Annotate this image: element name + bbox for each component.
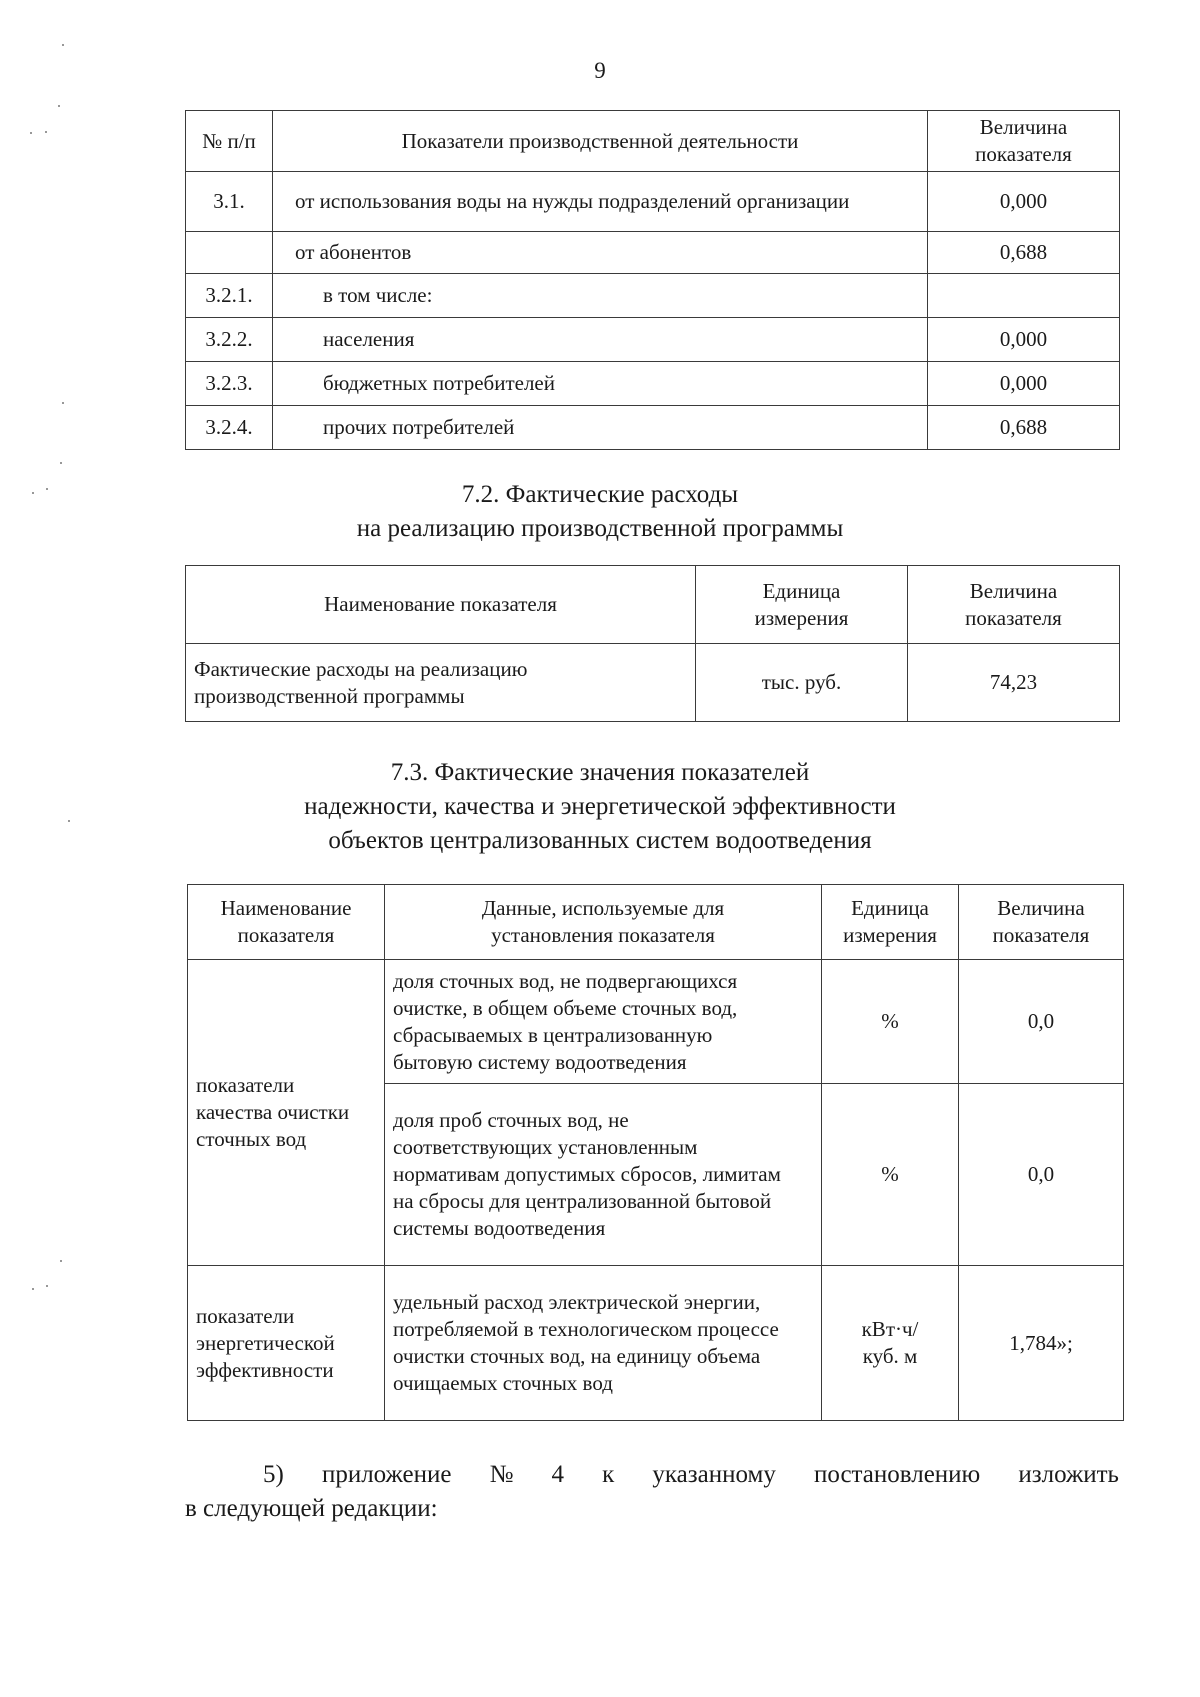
row-data: доля проб сточных вод, не соответствующих установленным нормативам допустимых сбросов, лимитам на сбросы для централизованной бытовой системы водоотведения [385,1084,822,1266]
row-unit: кВт·ч/ куб. м [822,1266,959,1421]
table-row [188,960,1124,1084]
header-unit: Единица измерения [696,566,908,644]
row-data: доля сточных вод, не подвергающихся очистке, в общем объеме сточных вод, сбрасываемых в централизованную бытовую систему водоотведения [385,960,822,1084]
row-label: от использования воды на нужды подразделений организации [273,172,928,232]
row-name: Фактические расходы на реализацию производственной программы [186,644,696,722]
table-row [186,644,1120,722]
scan-speck [46,488,48,490]
scan-speck [32,492,34,494]
scan-speck [62,402,64,404]
row-num [186,232,273,274]
scan-speck [46,1285,48,1287]
table-row [186,318,1120,362]
group-name: показатели качества очистки сточных вод [188,960,385,1266]
header-indicator: Показатели производственной деятельности [273,111,928,172]
table-row [186,362,1120,406]
row-unit: тыс. руб. [696,644,908,722]
header-name: Наименование показателя [186,566,696,644]
row-label: бюджетных потребителей [273,362,928,406]
row-value: 0,0 [959,1084,1124,1266]
row-num: 3.2.2. [186,318,273,362]
row-num: 3.2.4. [186,406,273,450]
amendment-paragraph [185,1458,1119,1526]
table-row [188,1266,1124,1421]
row-num: 3.2.3. [186,362,273,406]
table-header-row [186,111,1120,172]
row-label: от абонентов [273,232,928,274]
expenses-table [185,565,1120,722]
reliability-indicators-table [187,884,1124,1421]
row-label: прочих потребителей [273,406,928,450]
scan-speck [60,462,62,464]
row-value: 1,784»; [959,1266,1124,1421]
header-unit: Единица измерения [822,885,959,960]
header-value: Величина показателя [959,885,1124,960]
production-indicators-table [185,110,1120,450]
row-value: 0,688 [928,406,1120,450]
section-7-3-title: 7.3. Фактические значения показателей надежности, качества и энергетической эффективности объектов централизованных систем водоотведения [304,759,896,854]
header-data: Данные, используемые для установления показателя [385,885,822,960]
scan-speck [45,131,47,133]
table-row [186,172,1120,232]
paragraph-line-2: в следующей редакции: [185,1495,438,1522]
row-label: в том числе: [273,274,928,318]
row-unit: % [822,960,959,1084]
header-name: Наименование показателя [188,885,385,960]
table-row [186,274,1120,318]
row-value: 0,688 [928,232,1120,274]
scan-speck [58,105,60,107]
header-num: № п/п [186,111,273,172]
row-num: 3.1. [186,172,273,232]
scan-speck [60,1260,62,1262]
row-value: 0,0 [959,960,1124,1084]
table-row [186,406,1120,450]
header-value: Величина показателя [908,566,1120,644]
row-unit: % [822,1084,959,1266]
row-data: удельный расход электрической энергии, потребляемой в технологическом процессе очистки сточных вод, на единицу объема очищаемых сточных вод [385,1266,822,1421]
group-name: показатели энергетической эффективности [188,1266,385,1421]
page-number: 9 [594,58,606,83]
paragraph-line-1: 5) приложение № 4 к указанному постановлению изложить [263,1461,1119,1488]
row-value [928,274,1120,318]
row-value: 74,23 [908,644,1120,722]
row-value: 0,000 [928,318,1120,362]
section-7-2-title: 7.2. Фактические расходы на реализацию производственной программы [356,481,844,542]
scan-speck [68,820,70,822]
scan-speck [30,132,32,134]
row-num: 3.2.1. [186,274,273,318]
table-row [186,232,1120,274]
row-value: 0,000 [928,172,1120,232]
row-label: населения [273,318,928,362]
table-header-row [188,885,1124,960]
table-header-row [186,566,1120,644]
scan-speck [62,44,64,46]
header-value: Величина показателя [928,111,1120,172]
scan-speck [32,1288,34,1290]
row-value: 0,000 [928,362,1120,406]
